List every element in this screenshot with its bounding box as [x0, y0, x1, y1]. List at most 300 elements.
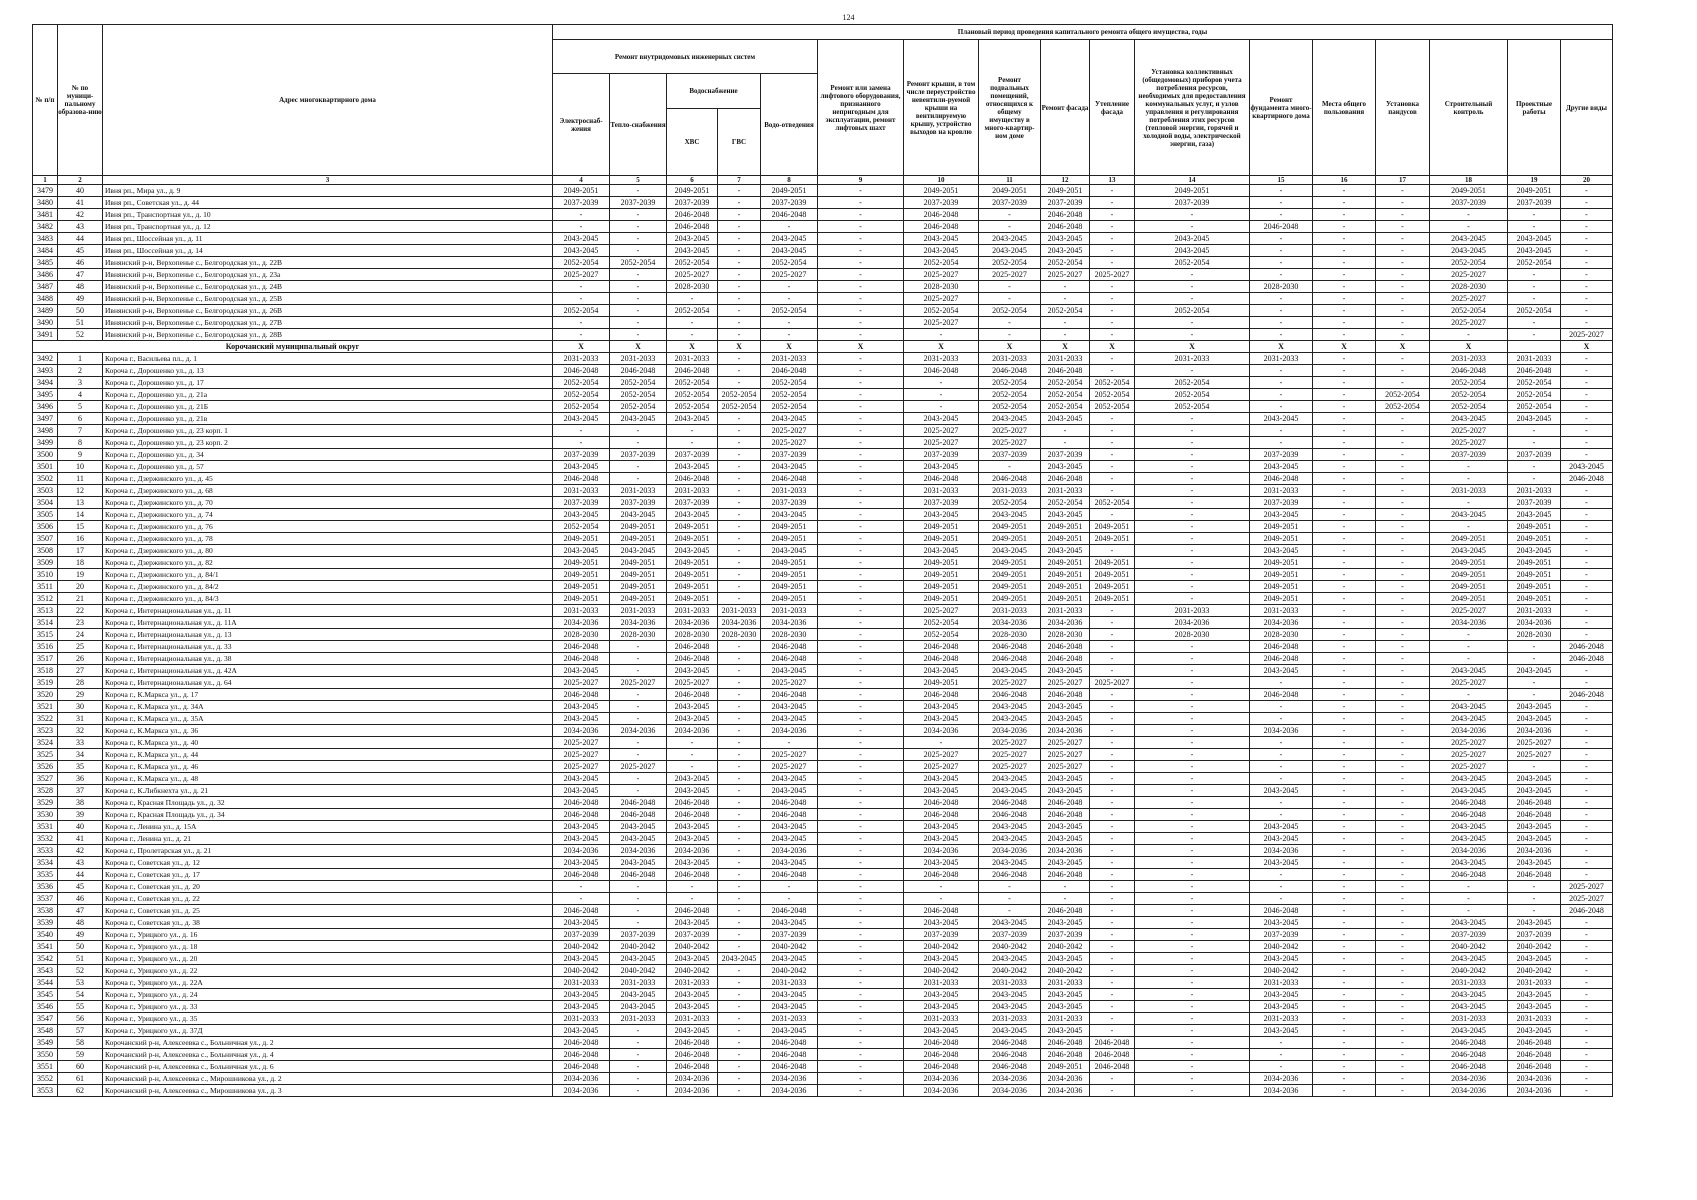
period-cell: 2043-2045: [1508, 833, 1561, 845]
period-cell: -: [1508, 437, 1561, 449]
period-cell: 2049-2051: [761, 593, 818, 605]
period-cell: 2043-2045: [553, 545, 610, 557]
period-cell: -: [718, 569, 761, 581]
period-cell: 2046-2048: [1430, 365, 1508, 377]
period-cell: -: [1313, 941, 1376, 953]
row-number: 3497: [33, 413, 58, 425]
municipal-number: 50: [58, 941, 103, 953]
table-row: [33, 965, 1613, 977]
period-cell: 2037-2039: [979, 197, 1041, 209]
period-cell: 2049-2051: [1041, 1061, 1090, 1073]
period-cell: 2034-2036: [1041, 845, 1090, 857]
period-cell: 2052-2054: [1135, 257, 1250, 269]
period-cell: 2046-2048: [667, 1037, 718, 1049]
period-cell: -: [718, 185, 761, 197]
row-number: 3550: [33, 1049, 58, 1061]
period-cell: -: [1250, 245, 1313, 257]
period-cell: 2043-2045: [1508, 665, 1561, 677]
period-cell: -: [1561, 485, 1613, 497]
table-row: [33, 893, 1613, 905]
period-cell: 2049-2051: [1508, 581, 1561, 593]
period-cell: 2025-2027: [979, 761, 1041, 773]
column-number: 16: [1313, 176, 1376, 185]
period-cell: 2043-2045: [979, 413, 1041, 425]
period-cell: 2025-2027: [904, 293, 979, 305]
period-cell: -: [1561, 197, 1613, 209]
column-number: 5: [610, 176, 667, 185]
period-cell: X: [667, 341, 718, 353]
period-cell: -: [1135, 869, 1250, 881]
table-row: [33, 533, 1613, 545]
municipal-number: 55: [58, 1001, 103, 1013]
period-cell: 2043-2045: [1041, 509, 1090, 521]
period-cell: -: [610, 281, 667, 293]
period-cell: 2046-2048: [1041, 209, 1090, 221]
period-cell: -: [1313, 425, 1376, 437]
municipal-number: 35: [58, 761, 103, 773]
period-cell: -: [1250, 1061, 1313, 1073]
period-cell: 2025-2027: [761, 437, 818, 449]
period-cell: 2049-2051: [610, 593, 667, 605]
row-number: 3538: [33, 905, 58, 917]
period-cell: -: [553, 437, 610, 449]
period-cell: 2043-2045: [979, 773, 1041, 785]
period-cell: 2031-2033: [553, 605, 610, 617]
row-number: 3542: [33, 953, 58, 965]
table-row: [33, 689, 1613, 701]
period-cell: 2049-2051: [1508, 593, 1561, 605]
period-cell: 2049-2051: [1250, 569, 1313, 581]
period-cell: 2052-2054: [1041, 257, 1090, 269]
period-cell: -: [1561, 1085, 1613, 1097]
period-cell: -: [979, 293, 1041, 305]
period-cell: 2028-2030: [553, 629, 610, 641]
period-cell: 2043-2045: [761, 245, 818, 257]
address-cell: Корочанский р-н, Алексеевка с., Больничная ул., д. 2: [103, 1037, 553, 1049]
period-cell: 2037-2039: [553, 929, 610, 941]
period-cell: 2034-2036: [1508, 1085, 1561, 1097]
address-cell: Ивня рп., Транспортная ул., д. 10: [103, 209, 553, 221]
row-number: 3513: [33, 605, 58, 617]
header-hvs: ХВС: [667, 109, 718, 176]
period-cell: 2046-2048: [979, 365, 1041, 377]
address-cell: Короча г., Интернациональная ул., д. 42А: [103, 665, 553, 677]
period-cell: -: [1135, 809, 1250, 821]
period-cell: 2034-2036: [1041, 725, 1090, 737]
table-row: [33, 881, 1613, 893]
period-cell: 2046-2048: [979, 641, 1041, 653]
period-cell: 2043-2045: [904, 833, 979, 845]
period-cell: 2046-2048: [553, 797, 610, 809]
period-cell: 2034-2036: [761, 725, 818, 737]
municipal-number: 44: [58, 869, 103, 881]
table-row: [33, 269, 1613, 281]
period-cell: -: [979, 881, 1041, 893]
period-cell: 2049-2051: [1090, 521, 1135, 533]
period-cell: -: [818, 293, 904, 305]
period-cell: 2031-2033: [761, 605, 818, 617]
municipal-number: 27: [58, 665, 103, 677]
period-cell: 2046-2048: [553, 1061, 610, 1073]
municipal-number: 51: [58, 953, 103, 965]
period-cell: 2043-2045: [1561, 461, 1613, 473]
municipal-number: 8: [58, 437, 103, 449]
period-cell: 2052-2054: [1430, 401, 1508, 413]
address-cell: Ивнянский р-н, Верхопенье с., Белгородская ул., д. 28В: [103, 329, 553, 341]
period-cell: -: [761, 881, 818, 893]
period-cell: -: [1561, 269, 1613, 281]
period-cell: -: [1561, 929, 1613, 941]
period-cell: -: [1250, 425, 1313, 437]
table-row: [33, 185, 1613, 197]
period-cell: 2043-2045: [1041, 821, 1090, 833]
period-cell: X: [979, 341, 1041, 353]
period-cell: -: [718, 257, 761, 269]
period-cell: 2043-2045: [667, 1025, 718, 1037]
period-cell: 2031-2033: [1250, 1013, 1313, 1025]
period-cell: 2037-2039: [761, 197, 818, 209]
period-cell: -: [610, 461, 667, 473]
period-cell: 2049-2051: [610, 569, 667, 581]
row-number: 3484: [33, 245, 58, 257]
period-cell: 2046-2048: [667, 1061, 718, 1073]
period-cell: 2037-2039: [1250, 929, 1313, 941]
period-cell: 2043-2045: [1430, 701, 1508, 713]
header-electricity: Электроснаб-жения: [553, 74, 610, 176]
period-cell: 2031-2033: [1250, 353, 1313, 365]
period-cell: 2034-2036: [1508, 1073, 1561, 1085]
period-cell: 2046-2048: [667, 689, 718, 701]
address-cell: Короча г., Пролетарская ул., д. 21: [103, 845, 553, 857]
period-cell: 2046-2048: [761, 809, 818, 821]
period-cell: -: [718, 653, 761, 665]
period-cell: -: [1135, 701, 1250, 713]
period-cell: 2049-2051: [1041, 593, 1090, 605]
period-cell: -: [667, 749, 718, 761]
period-cell: 2037-2039: [904, 197, 979, 209]
row-number: 3522: [33, 713, 58, 725]
row-number: 3530: [33, 809, 58, 821]
period-cell: 2043-2045: [553, 953, 610, 965]
period-cell: 2031-2033: [1508, 485, 1561, 497]
period-cell: 2049-2051: [1430, 185, 1508, 197]
address-cell: Короча г., К.Маркса ул., д. 46: [103, 761, 553, 773]
period-cell: -: [1090, 641, 1135, 653]
period-cell: -: [1250, 269, 1313, 281]
address-cell: Короча г., Дзержинского ул., д. 84/3: [103, 593, 553, 605]
municipal-number: 52: [58, 965, 103, 977]
address-cell: Короча г., Ленина ул., д. 21: [103, 833, 553, 845]
period-cell: 2040-2042: [553, 941, 610, 953]
period-cell: 2046-2048: [553, 1037, 610, 1049]
table-row: [33, 401, 1613, 413]
period-cell: 2034-2036: [553, 845, 610, 857]
period-cell: 2043-2045: [761, 773, 818, 785]
period-cell: -: [1508, 317, 1561, 329]
period-cell: 2043-2045: [553, 773, 610, 785]
period-cell: -: [1561, 521, 1613, 533]
period-cell: -: [1135, 953, 1250, 965]
period-cell: 2025-2027: [610, 677, 667, 689]
address-cell: Корочанский р-н, Алексеевка с., Больничная ул., д. 4: [103, 1049, 553, 1061]
period-cell: 2037-2039: [667, 197, 718, 209]
period-cell: 2025-2027: [1041, 737, 1090, 749]
period-cell: 2037-2039: [1508, 497, 1561, 509]
period-cell: -: [1376, 941, 1430, 953]
period-cell: -: [1135, 881, 1250, 893]
period-cell: 2034-2036: [1250, 1085, 1313, 1097]
period-cell: 2037-2039: [904, 449, 979, 461]
period-cell: -: [1561, 281, 1613, 293]
row-number: 3519: [33, 677, 58, 689]
period-cell: -: [1090, 1025, 1135, 1037]
period-cell: -: [818, 1013, 904, 1025]
period-cell: -: [553, 329, 610, 341]
period-cell: -: [1135, 905, 1250, 917]
municipal-number: 10: [58, 461, 103, 473]
period-cell: 2046-2048: [667, 641, 718, 653]
period-cell: -: [818, 365, 904, 377]
page-number: 124: [842, 13, 855, 22]
period-cell: -: [1090, 941, 1135, 953]
period-cell: 2031-2033: [1250, 605, 1313, 617]
row-number: 3529: [33, 797, 58, 809]
period-cell: -: [1313, 485, 1376, 497]
period-cell: -: [1508, 221, 1561, 233]
municipal-number: 31: [58, 713, 103, 725]
period-cell: -: [1090, 833, 1135, 845]
period-cell: -: [1090, 305, 1135, 317]
period-cell: -: [1561, 977, 1613, 989]
period-cell: -: [1376, 593, 1430, 605]
period-cell: -: [1561, 821, 1613, 833]
period-cell: 2043-2045: [979, 989, 1041, 1001]
period-cell: -: [1313, 725, 1376, 737]
period-cell: -: [1250, 257, 1313, 269]
address-cell: Короча г., Дзержинского ул., д. 82: [103, 557, 553, 569]
period-cell: -: [1313, 221, 1376, 233]
period-cell: 2049-2051: [979, 581, 1041, 593]
period-cell: 2052-2054: [553, 521, 610, 533]
row-number: 3512: [33, 593, 58, 605]
period-cell: 2034-2036: [1250, 845, 1313, 857]
address-cell: Ивнянский р-н, Верхопенье с., Белгородская ул., д. 24В: [103, 281, 553, 293]
period-cell: -: [553, 425, 610, 437]
period-cell: 2043-2045: [761, 545, 818, 557]
period-cell: 2037-2039: [1250, 497, 1313, 509]
period-cell: -: [610, 893, 667, 905]
period-cell: -: [1090, 329, 1135, 341]
period-cell: -: [1090, 185, 1135, 197]
table-row: [33, 761, 1613, 773]
period-cell: 2043-2045: [610, 833, 667, 845]
period-cell: -: [1561, 809, 1613, 821]
period-cell: -: [1376, 473, 1430, 485]
period-cell: 2043-2045: [904, 701, 979, 713]
period-cell: -: [1313, 869, 1376, 881]
period-cell: -: [718, 665, 761, 677]
table-row: [33, 1025, 1613, 1037]
period-cell: -: [1313, 689, 1376, 701]
table-row: [33, 569, 1613, 581]
period-cell: -: [1313, 461, 1376, 473]
period-cell: -: [818, 605, 904, 617]
period-cell: -: [1090, 653, 1135, 665]
period-cell: 2052-2054: [667, 305, 718, 317]
period-cell: -: [1313, 677, 1376, 689]
period-cell: 2052-2054: [979, 305, 1041, 317]
period-cell: -: [718, 317, 761, 329]
table-row: [33, 473, 1613, 485]
table-row: [33, 1001, 1613, 1013]
table-row: [33, 557, 1613, 569]
period-cell: -: [610, 1049, 667, 1061]
period-cell: 2052-2054: [610, 389, 667, 401]
period-cell: -: [1090, 221, 1135, 233]
period-cell: 2025-2027: [1041, 677, 1090, 689]
period-cell: 2034-2036: [553, 617, 610, 629]
period-cell: 2031-2033: [610, 485, 667, 497]
period-cell: -: [1250, 317, 1313, 329]
period-cell: -: [1313, 1001, 1376, 1013]
period-cell: 2043-2045: [1250, 1001, 1313, 1013]
period-cell: -: [1313, 905, 1376, 917]
row-number: 3534: [33, 857, 58, 869]
address-cell: Ивня рп., Шоссейная ул., д. 14: [103, 245, 553, 257]
row-number: 3489: [33, 305, 58, 317]
period-cell: -: [1313, 1073, 1376, 1085]
period-cell: -: [1430, 473, 1508, 485]
address-cell: Короча г., К.Маркса ул., д. 44: [103, 749, 553, 761]
period-cell: 2040-2042: [1250, 965, 1313, 977]
period-cell: 2040-2042: [1041, 965, 1090, 977]
table-row: [33, 905, 1613, 917]
period-cell: 2040-2042: [904, 965, 979, 977]
period-cell: 2040-2042: [761, 965, 818, 977]
period-cell: -: [1250, 329, 1313, 341]
period-cell: 2043-2045: [1250, 917, 1313, 929]
address-cell: Короча г., Урицкого ул., д. 33: [103, 1001, 553, 1013]
period-cell: 2031-2033: [904, 353, 979, 365]
municipal-number: 28: [58, 677, 103, 689]
municipal-number: 4: [58, 389, 103, 401]
address-cell: Ивнянский р-н, Верхопенье с., Белгородская ул., д. 26В: [103, 305, 553, 317]
period-cell: 2052-2054: [610, 257, 667, 269]
period-cell: 2052-2054: [761, 257, 818, 269]
period-cell: -: [818, 377, 904, 389]
period-cell: 2040-2042: [1508, 965, 1561, 977]
period-cell: -: [1376, 701, 1430, 713]
period-cell: -: [1135, 569, 1250, 581]
period-cell: -: [1090, 809, 1135, 821]
period-cell: 2034-2036: [761, 617, 818, 629]
period-cell: 2043-2045: [1041, 461, 1090, 473]
period-cell: 2037-2039: [1135, 197, 1250, 209]
period-cell: -: [1135, 557, 1250, 569]
row-number: 3506: [33, 521, 58, 533]
period-cell: -: [1376, 233, 1430, 245]
header-roof: Ремонт крыши, в том числе переустройство невентили-руемой крыши на вентилируемую крышу, устройство выходов на кровлю: [904, 40, 979, 176]
period-cell: -: [1376, 197, 1430, 209]
period-cell: 2043-2045: [904, 461, 979, 473]
period-cell: -: [1430, 521, 1508, 533]
period-cell: -: [1376, 425, 1430, 437]
period-cell: 2046-2048: [761, 797, 818, 809]
period-cell: 2034-2036: [1508, 617, 1561, 629]
period-cell: -: [979, 317, 1041, 329]
period-cell: 2034-2036: [610, 725, 667, 737]
period-cell: -: [818, 437, 904, 449]
period-cell: -: [1135, 833, 1250, 845]
period-cell: 2040-2042: [667, 941, 718, 953]
period-cell: 2043-2045: [1430, 785, 1508, 797]
period-cell: 2052-2054: [1508, 389, 1561, 401]
address-cell: Короча г., Урицкого ул., д. 16: [103, 929, 553, 941]
period-cell: -: [1376, 209, 1430, 221]
period-cell: -: [718, 869, 761, 881]
period-cell: 2034-2036: [979, 725, 1041, 737]
period-cell: 2037-2039: [1508, 449, 1561, 461]
period-cell: X: [1135, 341, 1250, 353]
period-cell: -: [1561, 629, 1613, 641]
period-cell: 2031-2033: [718, 605, 761, 617]
period-cell: -: [610, 305, 667, 317]
period-cell: 2046-2048: [610, 797, 667, 809]
period-cell: -: [1135, 785, 1250, 797]
table-row: [33, 737, 1613, 749]
period-cell: 2046-2048: [761, 641, 818, 653]
period-cell: -: [1561, 845, 1613, 857]
period-cell: -: [718, 1049, 761, 1061]
address-cell: Короча г., Дзержинского ул., д. 80: [103, 545, 553, 557]
period-cell: 2043-2045: [1250, 509, 1313, 521]
period-cell: 2031-2033: [1508, 353, 1561, 365]
row-number: 3535: [33, 869, 58, 881]
period-cell: -: [1090, 509, 1135, 521]
period-cell: -: [610, 425, 667, 437]
period-cell: -: [610, 1061, 667, 1073]
period-cell: 2049-2051: [667, 581, 718, 593]
period-cell: 2046-2048: [610, 809, 667, 821]
period-cell: -: [1430, 689, 1508, 701]
period-cell: -: [1135, 365, 1250, 377]
period-cell: -: [818, 893, 904, 905]
period-cell: 2031-2033: [904, 977, 979, 989]
period-cell: 2049-2051: [761, 557, 818, 569]
period-cell: 2049-2051: [1041, 557, 1090, 569]
period-cell: 2028-2030: [761, 629, 818, 641]
period-cell: 2043-2045: [1430, 233, 1508, 245]
period-cell: 2034-2036: [1430, 617, 1508, 629]
period-cell: -: [818, 557, 904, 569]
period-cell: -: [818, 953, 904, 965]
address-cell: Корочанский р-н, Алексеевка с., Мирошникова ул., д. 3: [103, 1085, 553, 1097]
period-cell: -: [1313, 653, 1376, 665]
period-cell: 2052-2054: [904, 629, 979, 641]
period-cell: -: [818, 473, 904, 485]
period-cell: 2043-2045: [761, 989, 818, 1001]
address-cell: Ивня рп., Советская ул., д. 44: [103, 197, 553, 209]
header-construction-control: Строительный контроль: [1430, 40, 1508, 176]
table-row: [33, 845, 1613, 857]
period-cell: -: [979, 209, 1041, 221]
header-engineering: Ремонт внутридомовых инженерных систем: [553, 40, 818, 74]
table-row: [33, 653, 1613, 665]
row-number: 3487: [33, 281, 58, 293]
period-cell: -: [718, 353, 761, 365]
period-cell: 2046-2048: [1430, 797, 1508, 809]
row-number: 3544: [33, 977, 58, 989]
